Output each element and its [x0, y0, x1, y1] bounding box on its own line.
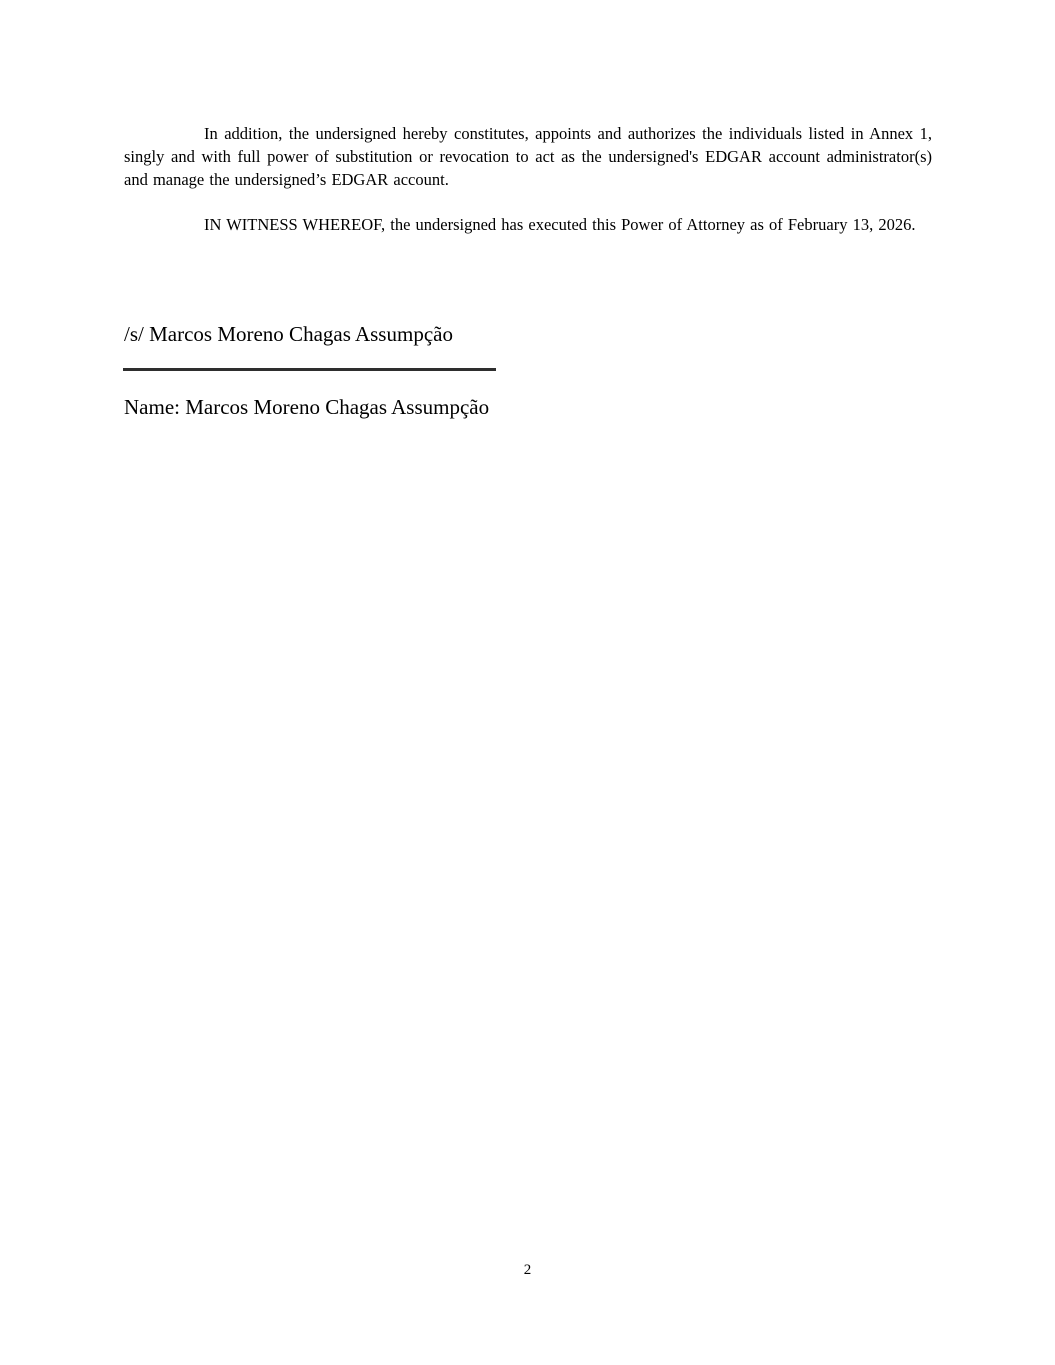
signature-text: /s/ Marcos Moreno Chagas Assumpção — [124, 322, 453, 346]
paragraph-witness: IN WITNESS WHEREOF, the undersigned has executed this Power of Attorney as of February 13, 2026. — [204, 215, 916, 234]
paragraph-appointment: In addition, the undersigned hereby constitutes, appoints and authorizes the individuals listed in Annex 1, singly and with full power of substitution or revocation to act as the undersigned's EDGAR account administrator(s) and manage the undersigned’s EDGAR account. — [124, 124, 932, 189]
page-number: 2 — [523, 1262, 532, 1278]
signature-rule — [123, 368, 496, 371]
signatory-name: Name: Marcos Moreno Chagas Assumpção — [124, 395, 490, 419]
